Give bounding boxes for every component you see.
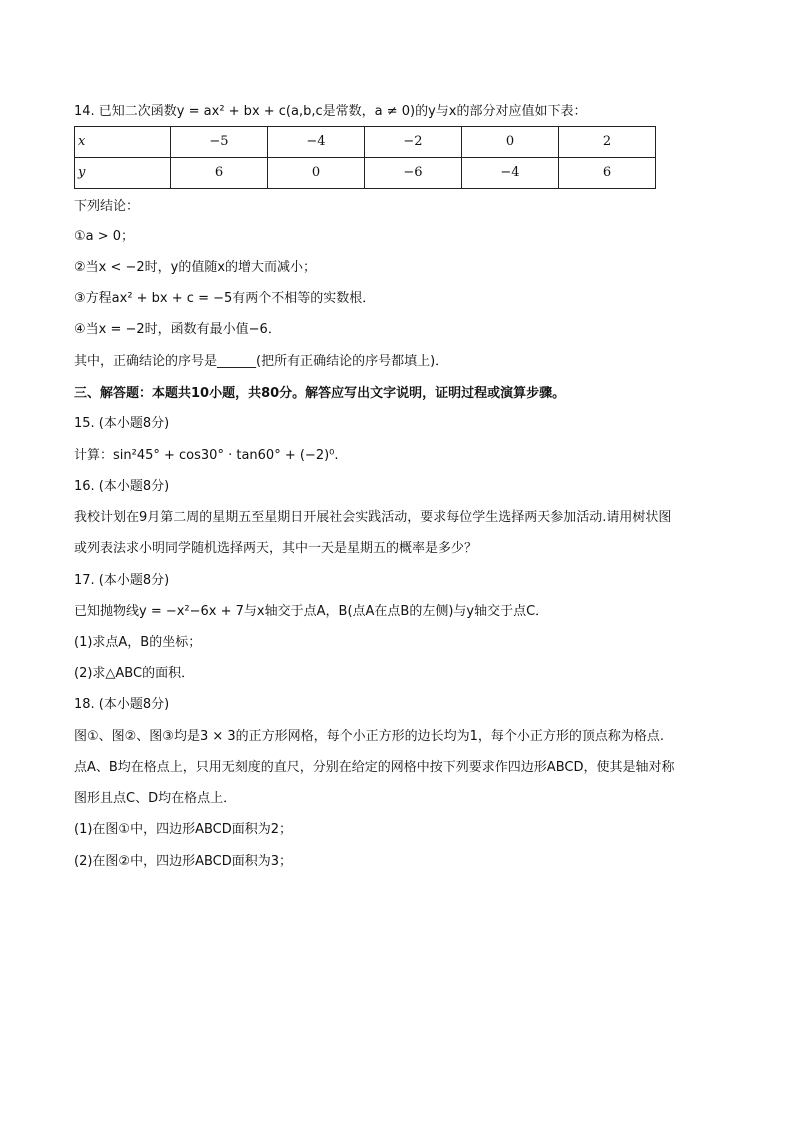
table-cell: 2 xyxy=(559,127,656,158)
q18-line-1: 图①、图②、图③均是3 × 3的正方形网格，每个小正方形的边长均为1，每个小正方形的顶点称为格点. xyxy=(74,729,665,744)
q18-line-3: 图形且点C、D均在格点上． xyxy=(74,791,237,806)
value-table xyxy=(74,126,656,189)
table-cell: −2 xyxy=(365,127,462,158)
q17-part-2: (2)求△ABC的面积． xyxy=(74,666,195,681)
table-row xyxy=(75,127,656,158)
q16-line-2: 或列表法求小明同学随机选择两天，其中一天是星期五的概率是多少？ xyxy=(74,541,478,556)
q17-header: 17. (本小题8分) xyxy=(74,573,170,588)
q14-item-4: ④当x = −2时，函数有最小值−6． xyxy=(74,322,281,337)
table-row-label: x xyxy=(75,127,171,158)
table-cell: −4 xyxy=(462,158,559,189)
q17-part-1: (1)求点A，B的坐标； xyxy=(74,635,202,650)
table-cell: −6 xyxy=(365,158,462,189)
q16-line-1: 我校计划在9月第二周的星期五至星期日开展社会实践活动，要求每位学生选择两天参加活动.请用树状图 xyxy=(74,510,672,525)
q18-part-1: (1)在图①中，四边形ABCD面积为2； xyxy=(74,822,293,837)
table-cell: 0 xyxy=(268,158,365,189)
table-row xyxy=(75,158,656,189)
q14-item-3: ③方程ax² + bx + c = −5有两个不相等的实数根． xyxy=(74,291,376,306)
q18-line-2: 点A、B均在格点上，只用无刻度的直尺，分别在给定的网格中按下列要求作四边形ABCD，使其是轴对称 xyxy=(74,760,675,775)
section-three-title: 三、解答题：本题共10小题，共80分。解答应写出文字说明，证明过程或演算步骤。 xyxy=(74,386,566,401)
q14-item-1: ①a > 0； xyxy=(74,229,135,244)
q14-conclusions-intro: 下列结论： xyxy=(74,199,140,214)
table-cell: 0 xyxy=(462,127,559,158)
q18-header: 18. (本小题8分) xyxy=(74,697,170,712)
q15-header: 15. (本小题8分) xyxy=(74,416,170,431)
table-cell: −4 xyxy=(268,127,365,158)
table-cell: 6 xyxy=(171,158,268,189)
q18-part-2: (2)在图②中，四边形ABCD面积为3； xyxy=(74,854,293,869)
table-cell: 6 xyxy=(559,158,656,189)
q17-text: 已知抛物线y = −x²−6x + 7与x轴交于点A，B(点A在点B的左侧)与y轴交于点C． xyxy=(74,604,549,619)
q14-stem: 14. 已知二次函数y = ax² + bx + c(a,b,c是常数，a ≠ 0)的y与x的部分对应值如下表： xyxy=(74,104,587,119)
q14-item-2: ②当x < −2时，y的值随x的增大而减小； xyxy=(74,260,317,275)
table-cell: −5 xyxy=(171,127,268,158)
q14-answer-prompt: 其中，正确结论的序号是______(把所有正确结论的序号都填上)． xyxy=(74,354,449,369)
q16-header: 16. (本小题8分) xyxy=(74,479,170,494)
q15-text: 计算：sin²45° + cos30° · tan60° + (−2)⁰. xyxy=(74,448,339,463)
table-row-label: y xyxy=(75,158,171,189)
